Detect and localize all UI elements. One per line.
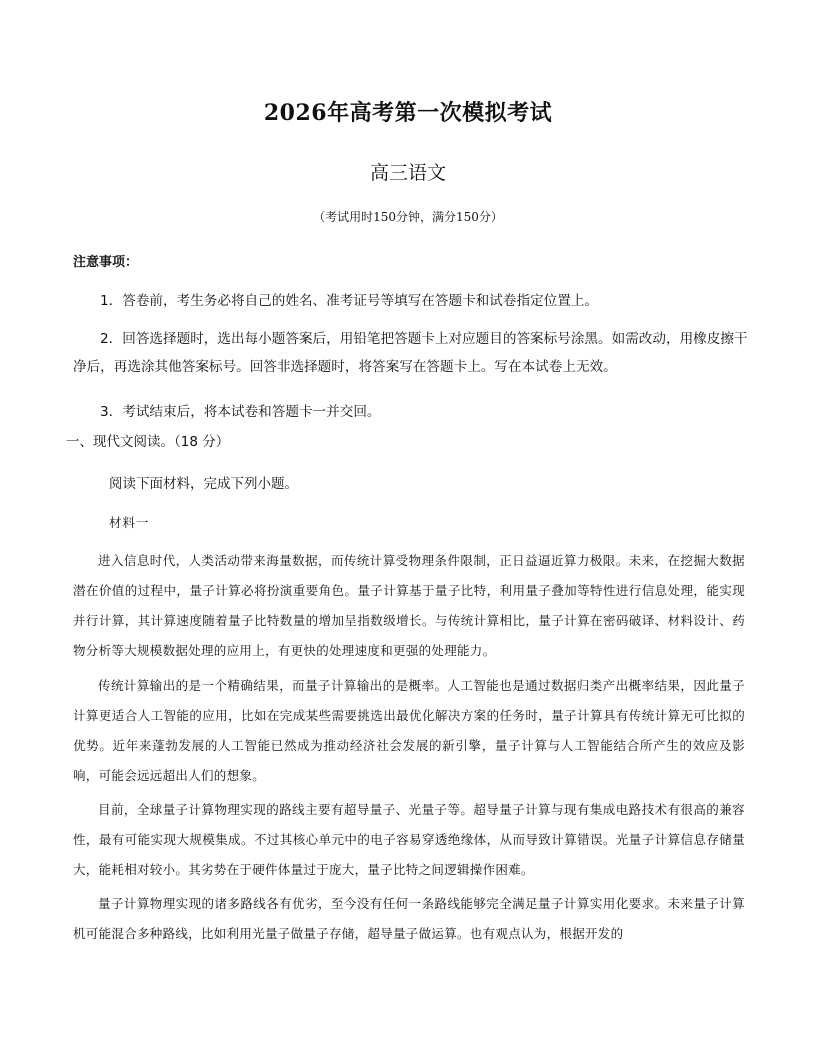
exam-duration-note: （考试用时150分钟，满分150分）: [313, 210, 503, 224]
exam-title: 2026年高考第一次模拟考试: [263, 100, 553, 126]
notice-text: 3．考试结束后，将本试卷和答题卡一并交回。: [100, 404, 381, 420]
material-paragraph: 目前，全球量子计算物理实现的路线主要有超导量子、光量子等。超导量子计算与现有集成电路技术有很高的兼容性，最有可能实现大规模集成。不过其核心单元中的电子容易穿透绝缘体，从而导致计算错误。光量子计算信息存储量大，能耗相对较小。其劣势在于硬件体量过于庞大，量子比特之间逻辑操作困难。: [73, 802, 745, 877]
material-paragraph: 传统计算输出的是一个精确结果，而量子计算输出的是概率。人工智能也是通过数据归类产出概率结果，因此量子计算更适合人工智能的应用，比如在完成某些需要挑选出最优化解决方案的任务时，量子计算具有传统计算无可比拟的优势。近年来蓬勃发展的人工智能已然成为推动经济社会发展的新引擎，量子计算与人工智能结合所产生的效应及影响，可能会远远超出人们的想象。: [73, 678, 745, 783]
notice-item-1: [73, 287, 753, 315]
material-paragraph: 量子计算物理实现的诸多路线各有优劣，至今没有任何一条路线能够完全满足量子计算实用化要求。未来量子计算机可能混合多种路线，比如利用光量子做量子存储，超导量子做运算。也有观点认为，根据开发的: [73, 896, 745, 941]
reading-instruction: 阅读下面材料，完成下列小题。: [109, 476, 298, 492]
section-heading: 一、现代文阅读。（18 分）: [66, 434, 230, 450]
material-paragraph: 进入信息时代，人类活动带来海量数据，而传统计算受物理条件限制，正日益逼近算力极限。未来，在挖掘大数据潜在价值的过程中，量子计算必将扮演重要角色。量子计算基于量子比特，利用量子叠加等特性进行信息处理，能实现并行计算，其计算速度随着量子比特数量的增加呈指数级增长。与传统计算相比，量子计算在密码破译、材料设计、药物分析等大规模数据处理的应用上，有更快的处理速度和更强的处理能力。: [73, 553, 745, 658]
notice-heading: 注意事项：: [73, 255, 139, 270]
notice-text: 2．回答选择题时，选出每小题答案后，用铅笔把答题卡上对应题目的答案标号涂黑。如需改动，用橡皮擦干净后，再选涂其他答案标号。回答非选择题时，将答案写在答题卡上。写在本试卷上无效。: [73, 331, 748, 375]
notice-text: 1．答卷前，考生务必将自己的姓名、准考证号等填写在答题卡和试卷指定位置上。: [100, 293, 599, 309]
material-label: 材料一: [109, 515, 150, 530]
notice-item-3: [73, 398, 753, 426]
notice-item-2: [73, 325, 753, 381]
exam-subject: 高三语文: [369, 162, 446, 184]
